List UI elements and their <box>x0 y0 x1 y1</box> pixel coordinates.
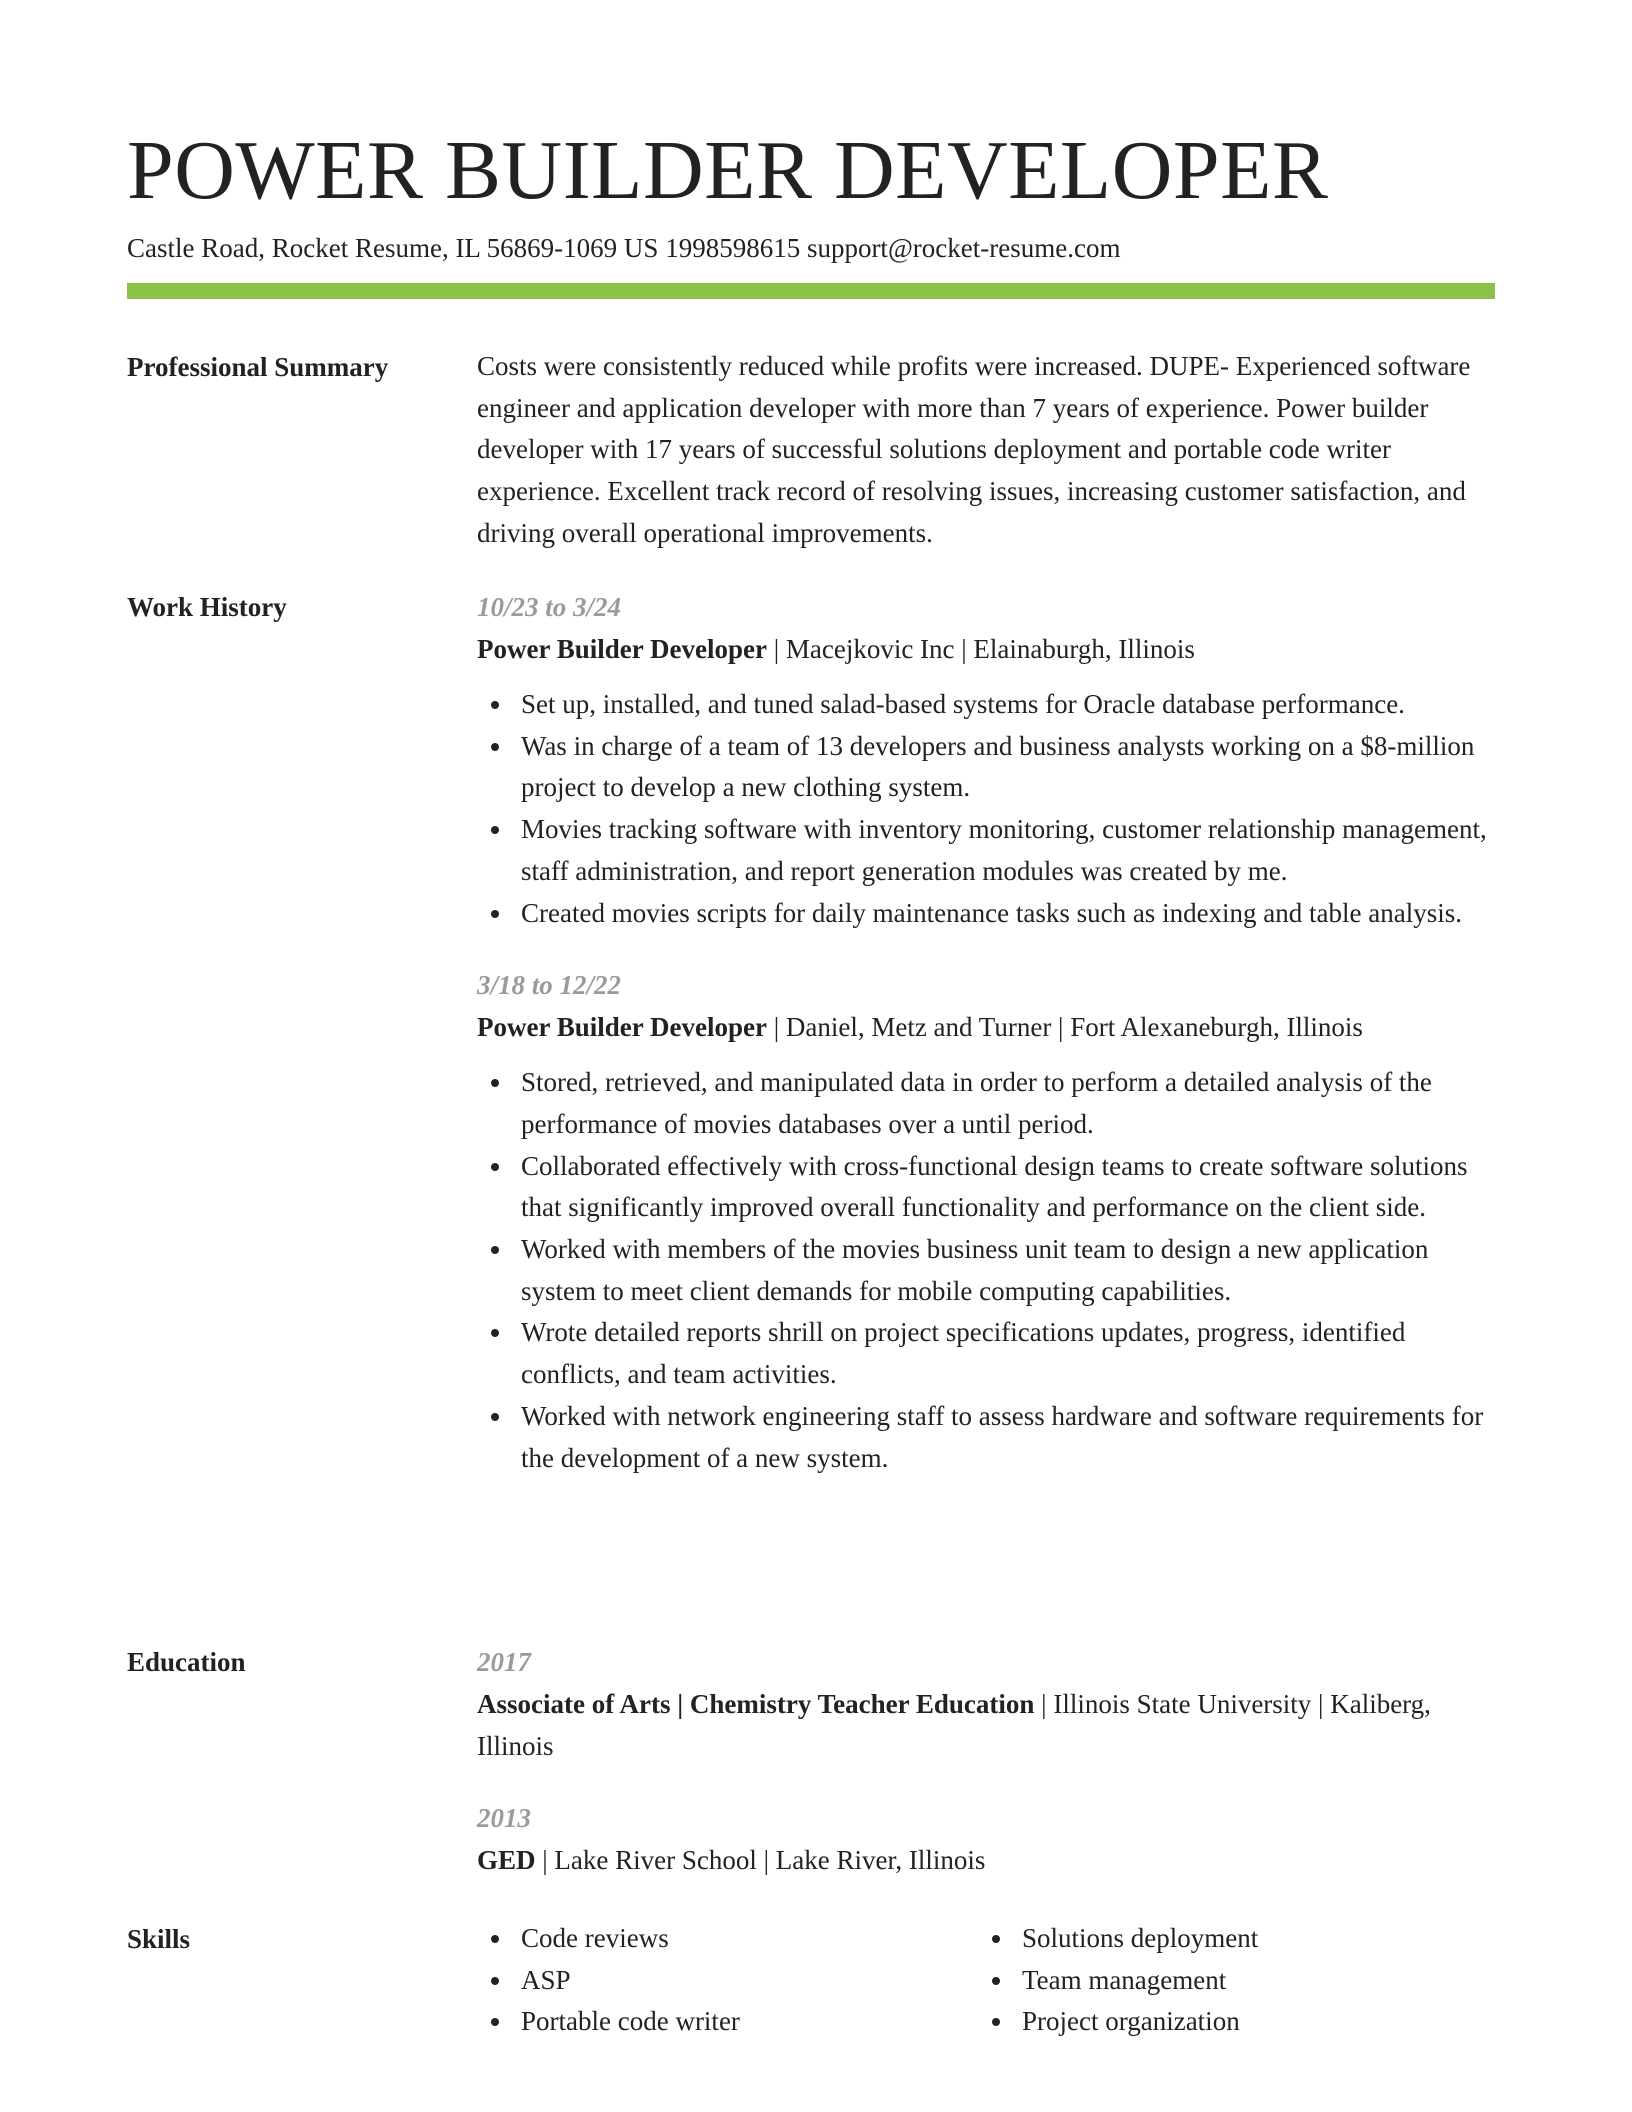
job-title-line <box>477 1006 1495 1048</box>
education-school: | Illinois State University | Kaliberg, Illinois <box>477 1689 1431 1761</box>
education-entry <box>477 1641 1495 1767</box>
contact-email[interactable]: support@rocket-resume.com <box>806 233 1121 263</box>
skills-column-right <box>978 1918 1458 2043</box>
job-title-line <box>477 628 1495 670</box>
list-item: Collaborated effectively with cross-functional design teams to create software solutions that significantly improved overall functionality and performance on the client side. <box>477 1146 1495 1229</box>
list-item: Created movies scripts for daily maintenance tasks such as indexing and table analysis. <box>477 893 1495 935</box>
education-heading: Education <box>127 1647 246 1677</box>
summary-heading: Professional Summary <box>127 352 389 382</box>
list-item: Worked with network engineering staff to assess hardware and software requirements for the development of a new system. <box>477 1396 1495 1479</box>
list-item: Portable code writer <box>477 2001 957 2043</box>
list-item: Solutions deployment <box>978 1918 1458 1960</box>
skills-heading: Skills <box>127 1924 191 1954</box>
job-position: Power Builder Developer <box>477 634 767 664</box>
job-dates: 3/18 to 12/22 <box>477 970 622 1001</box>
list-item: Set up, installed, and tuned salad-based systems for Oracle database performance. <box>477 684 1495 726</box>
list-item: ASP <box>477 1960 957 2002</box>
job-bullets <box>477 684 1495 934</box>
contact-address: Castle Road, Rocket Resume, IL 56869-1069 US <box>127 233 659 263</box>
job-dates: 10/23 to 3/24 <box>477 592 622 622</box>
education-degree: Associate of Arts | Chemistry Teacher Education <box>477 1689 1035 1719</box>
list-item: Team management <box>978 1960 1458 2002</box>
job-company-location: | Macejkovic Inc | Elainaburgh, Illinois <box>766 634 1195 664</box>
list-item: Stored, retrieved, and manipulated data in order to perform a detailed analysis of the performance of movies databases over a until period. <box>477 1062 1495 1145</box>
education-year: 2013 <box>477 1803 531 1833</box>
candidate-name: POWER BUILDER DEVELOPER <box>127 124 1329 217</box>
list-item: Wrote detailed reports shrill on project specifications updates, progress, identified conflicts, and team activities. <box>477 1312 1495 1395</box>
list-item: Code reviews <box>477 1918 957 1960</box>
header-divider <box>127 283 1495 299</box>
education-degree: GED <box>477 1845 536 1875</box>
list-item: Worked with members of the movies business unit team to design a new application system to meet client demands for mobile computing capabilities. <box>477 1229 1495 1312</box>
skills-column-left <box>477 1918 957 2043</box>
job-company-location: | Daniel, Metz and Turner | Fort Alexaneburgh, Illinois <box>766 1012 1363 1043</box>
summary-text: Costs were consistently reduced while profits were increased. DUPE- Experienced software engineer and application developer with more than 7 years of experience. Power builder developer with 17 years of successful solutions deployment and portable code writer experience. Excellent track record of resolving issues, increasing customer satisfaction, and driving overall operational improvements. <box>477 351 1471 548</box>
list-item: Project organization <box>978 2001 1458 2043</box>
education-line <box>477 1839 1495 1881</box>
job-position: Power Builder Developer <box>477 1012 767 1043</box>
education-entry <box>477 1797 1495 1881</box>
education-school: | Lake River School | Lake River, Illinois <box>535 1845 986 1875</box>
contact-line <box>127 230 1120 266</box>
contact-phone: 1998598615 <box>665 233 801 263</box>
list-item: Was in charge of a team of 13 developers and business analysts working on a $8-million project to develop a new clothing system. <box>477 726 1495 809</box>
list-item: Movies tracking software with inventory monitoring, customer relationship management, staff administration, and report generation modules was created by me. <box>477 809 1495 892</box>
education-year: 2017 <box>477 1647 531 1677</box>
job-entry <box>477 586 1495 934</box>
job-entry <box>477 964 1495 1479</box>
education-line <box>477 1683 1495 1767</box>
work-history-heading: Work History <box>127 592 287 622</box>
job-bullets <box>477 1062 1495 1479</box>
